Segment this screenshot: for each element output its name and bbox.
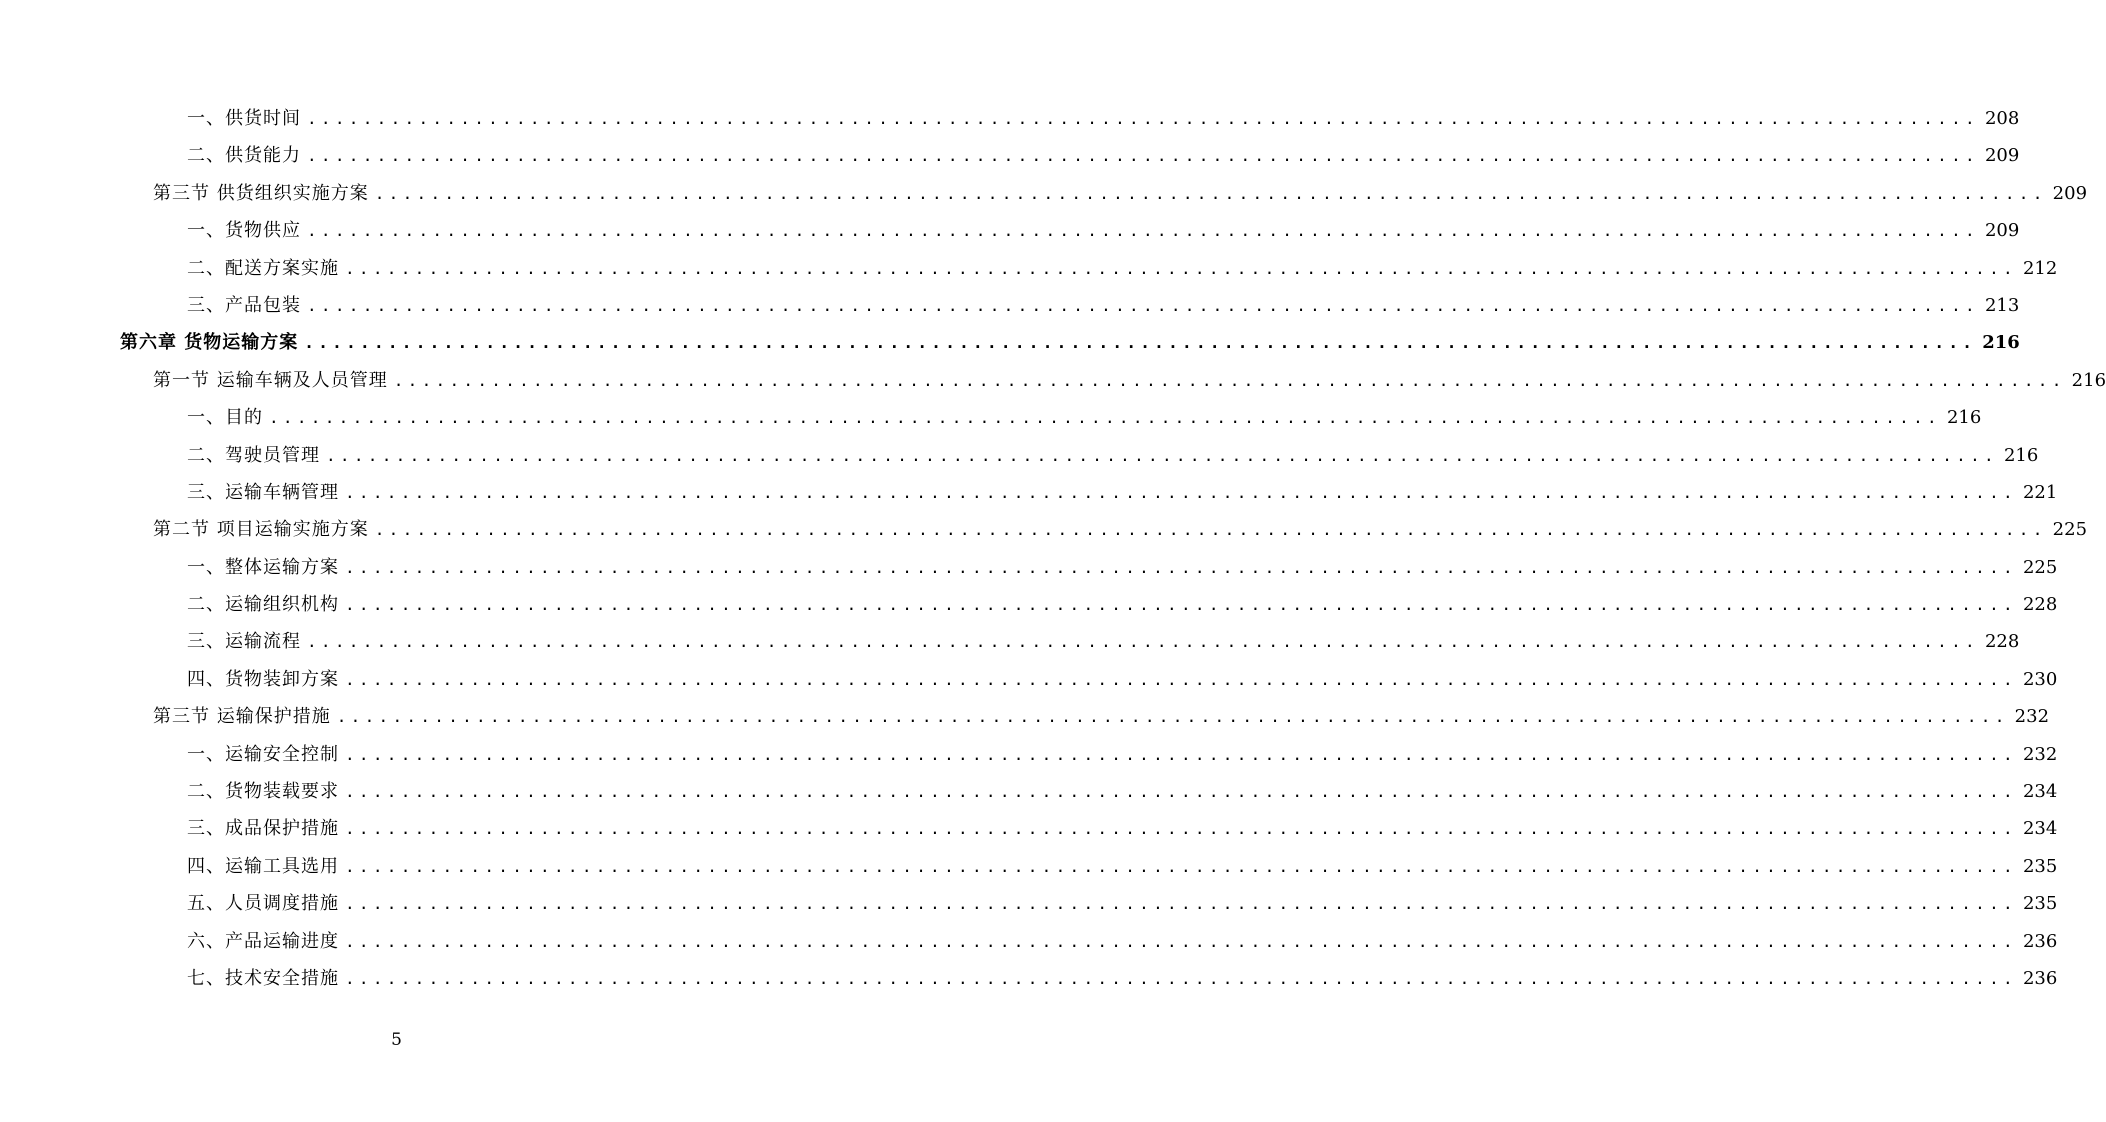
toc-leader-dots: ........................................................................................................................ — [326, 445, 1998, 465]
toc-entry-label: 一、整体运输方案 — [187, 556, 339, 578]
toc-leader-dots: ........................................................................................................................ — [393, 370, 2066, 390]
toc-entry-label: 第一节 运输车辆及人员管理 — [153, 369, 388, 391]
toc-leader-dots: ........................................................................................................................ — [304, 333, 1977, 353]
toc-leader-dots: ........................................................................................................................ — [345, 782, 2017, 802]
toc-entry[interactable] — [0, 698, 2050, 735]
toc-entry-label: 一、目的 — [187, 407, 263, 429]
toc-entry[interactable] — [0, 549, 2058, 586]
toc-entry[interactable] — [0, 773, 2058, 810]
toc-entry-page: 232 — [2014, 706, 2050, 728]
toc-entry[interactable] — [0, 923, 2058, 960]
toc-entry-page: 216 — [1946, 407, 1982, 429]
toc-entry-page: 209 — [1984, 145, 2020, 167]
toc-entry[interactable] — [0, 586, 2058, 623]
toc-leader-dots: ........................................................................................................................ — [345, 894, 2017, 914]
toc-entry-page: 225 — [2022, 556, 2058, 578]
toc-entry[interactable] — [0, 960, 2058, 997]
toc-entry[interactable] — [0, 810, 2058, 847]
toc-entry-page: 208 — [1984, 108, 2020, 129]
toc-entry-page: 234 — [2022, 781, 2058, 803]
toc-entry-label: 一、供货时间 — [187, 108, 301, 129]
toc-entry-label: 四、运输工具选用 — [187, 855, 339, 877]
toc-leader-dots: ........................................................................................................................ — [269, 408, 1941, 428]
toc-entry-label: 第六章 货物运输方案 — [120, 332, 299, 354]
toc-entry-page: 228 — [1984, 631, 2020, 653]
toc-entry-page: 228 — [2022, 594, 2058, 616]
toc-entry-page: 209 — [1984, 220, 2020, 242]
toc-leader-dots: ........................................................................................................................ — [345, 669, 2017, 689]
toc-entry-page: 221 — [2022, 481, 2058, 503]
page-number: 5 — [391, 1030, 402, 1050]
toc-entry[interactable] — [0, 848, 2058, 885]
toc-entry-label: 二、供货能力 — [187, 145, 301, 167]
toc-entry-page: 209 — [2052, 182, 2088, 204]
toc-entry-label: 六、产品运输进度 — [187, 930, 339, 952]
toc-entry-label: 七、技术安全措施 — [187, 967, 339, 989]
toc-entry-label: 三、运输流程 — [187, 631, 301, 653]
toc-leader-dots: ........................................................................................................................ — [345, 482, 2017, 502]
toc-leader-dots: ........................................................................................................................ — [307, 221, 1979, 241]
toc-leader-dots: ........................................................................................................................ — [345, 595, 2017, 615]
toc-leader-dots: ........................................................................................................................ — [374, 520, 2047, 540]
toc-entry-page: 225 — [2052, 519, 2088, 541]
toc-entry-label: 三、成品保护措施 — [187, 818, 339, 840]
toc-entry-page: 216 — [1982, 332, 2020, 354]
toc-entry-label: 第三节 供货组织实施方案 — [153, 182, 369, 204]
toc-entry[interactable] — [0, 511, 2088, 548]
toc-entry[interactable] — [0, 137, 2020, 174]
toc-entry-page: 216 — [2071, 369, 2106, 391]
toc-leader-dots: ........................................................................................................................ — [307, 295, 1979, 315]
toc-entry-label: 三、运输车辆管理 — [187, 481, 339, 503]
toc-entry-label: 一、运输安全控制 — [187, 743, 339, 765]
toc-entry[interactable] — [0, 623, 2020, 660]
toc-entry[interactable] — [0, 736, 2058, 773]
toc-leader-dots: ........................................................................................................................ — [336, 707, 2009, 727]
toc-entry[interactable] — [0, 399, 1982, 436]
toc-leader-dots: ........................................................................................................................ — [307, 109, 1979, 128]
toc-entry[interactable] — [0, 885, 2058, 922]
toc-leader-dots: ........................................................................................................................ — [345, 258, 2017, 278]
toc-entry-page: 232 — [2022, 743, 2058, 765]
toc-entry-page: 230 — [2022, 668, 2058, 690]
toc-leader-dots: ........................................................................................................................ — [307, 632, 1979, 652]
toc-entry-label: 四、货物装卸方案 — [187, 668, 339, 690]
toc-entry-label: 三、产品包装 — [187, 294, 301, 316]
toc-entry-label: 五、人员调度措施 — [187, 893, 339, 915]
toc-entry-page: 236 — [2022, 967, 2058, 989]
toc-entry-label: 二、运输组织机构 — [187, 594, 339, 616]
toc-entry[interactable] — [0, 100, 2020, 137]
toc-leader-dots: ........................................................................................................................ — [374, 183, 2047, 203]
toc-entry-label: 第二节 项目运输实施方案 — [153, 519, 369, 541]
toc-entry-page: 216 — [2003, 444, 2039, 466]
toc-entry-page: 212 — [2022, 257, 2058, 279]
toc-entry[interactable] — [0, 437, 2039, 474]
toc-entry-page: 213 — [1984, 294, 2020, 316]
toc-entry[interactable] — [0, 362, 2106, 399]
toc-leader-dots: ........................................................................................................................ — [345, 968, 2017, 988]
toc-entry-label: 二、驾驶员管理 — [187, 444, 320, 466]
toc-entry-label: 一、货物供应 — [187, 220, 301, 242]
toc-leader-dots: ........................................................................................................................ — [345, 819, 2017, 839]
toc-leader-dots: ........................................................................................................................ — [345, 931, 2017, 951]
toc-entry-page: 235 — [2022, 855, 2058, 877]
table-of-contents — [0, 100, 2106, 997]
toc-leader-dots: ........................................................................................................................ — [345, 744, 2017, 764]
toc-entry-label: 二、配送方案实施 — [187, 257, 339, 279]
toc-entry[interactable] — [0, 250, 2058, 287]
toc-entry[interactable] — [0, 212, 2020, 249]
toc-leader-dots: ........................................................................................................................ — [345, 557, 2017, 577]
toc-entry-page: 234 — [2022, 818, 2058, 840]
toc-entry-page: 236 — [2022, 930, 2058, 952]
toc-entry-label: 第三节 运输保护措施 — [153, 706, 331, 728]
toc-entry-page: 235 — [2022, 893, 2058, 915]
toc-entry[interactable] — [0, 474, 2058, 511]
toc-entry-label: 二、货物装载要求 — [187, 781, 339, 803]
toc-entry[interactable] — [0, 324, 2020, 361]
toc-leader-dots: ........................................................................................................................ — [345, 856, 2017, 876]
toc-entry[interactable] — [0, 287, 2020, 324]
toc-entry[interactable] — [0, 661, 2058, 698]
toc-entry[interactable] — [0, 175, 2088, 212]
toc-leader-dots: ........................................................................................................................ — [307, 146, 1979, 166]
